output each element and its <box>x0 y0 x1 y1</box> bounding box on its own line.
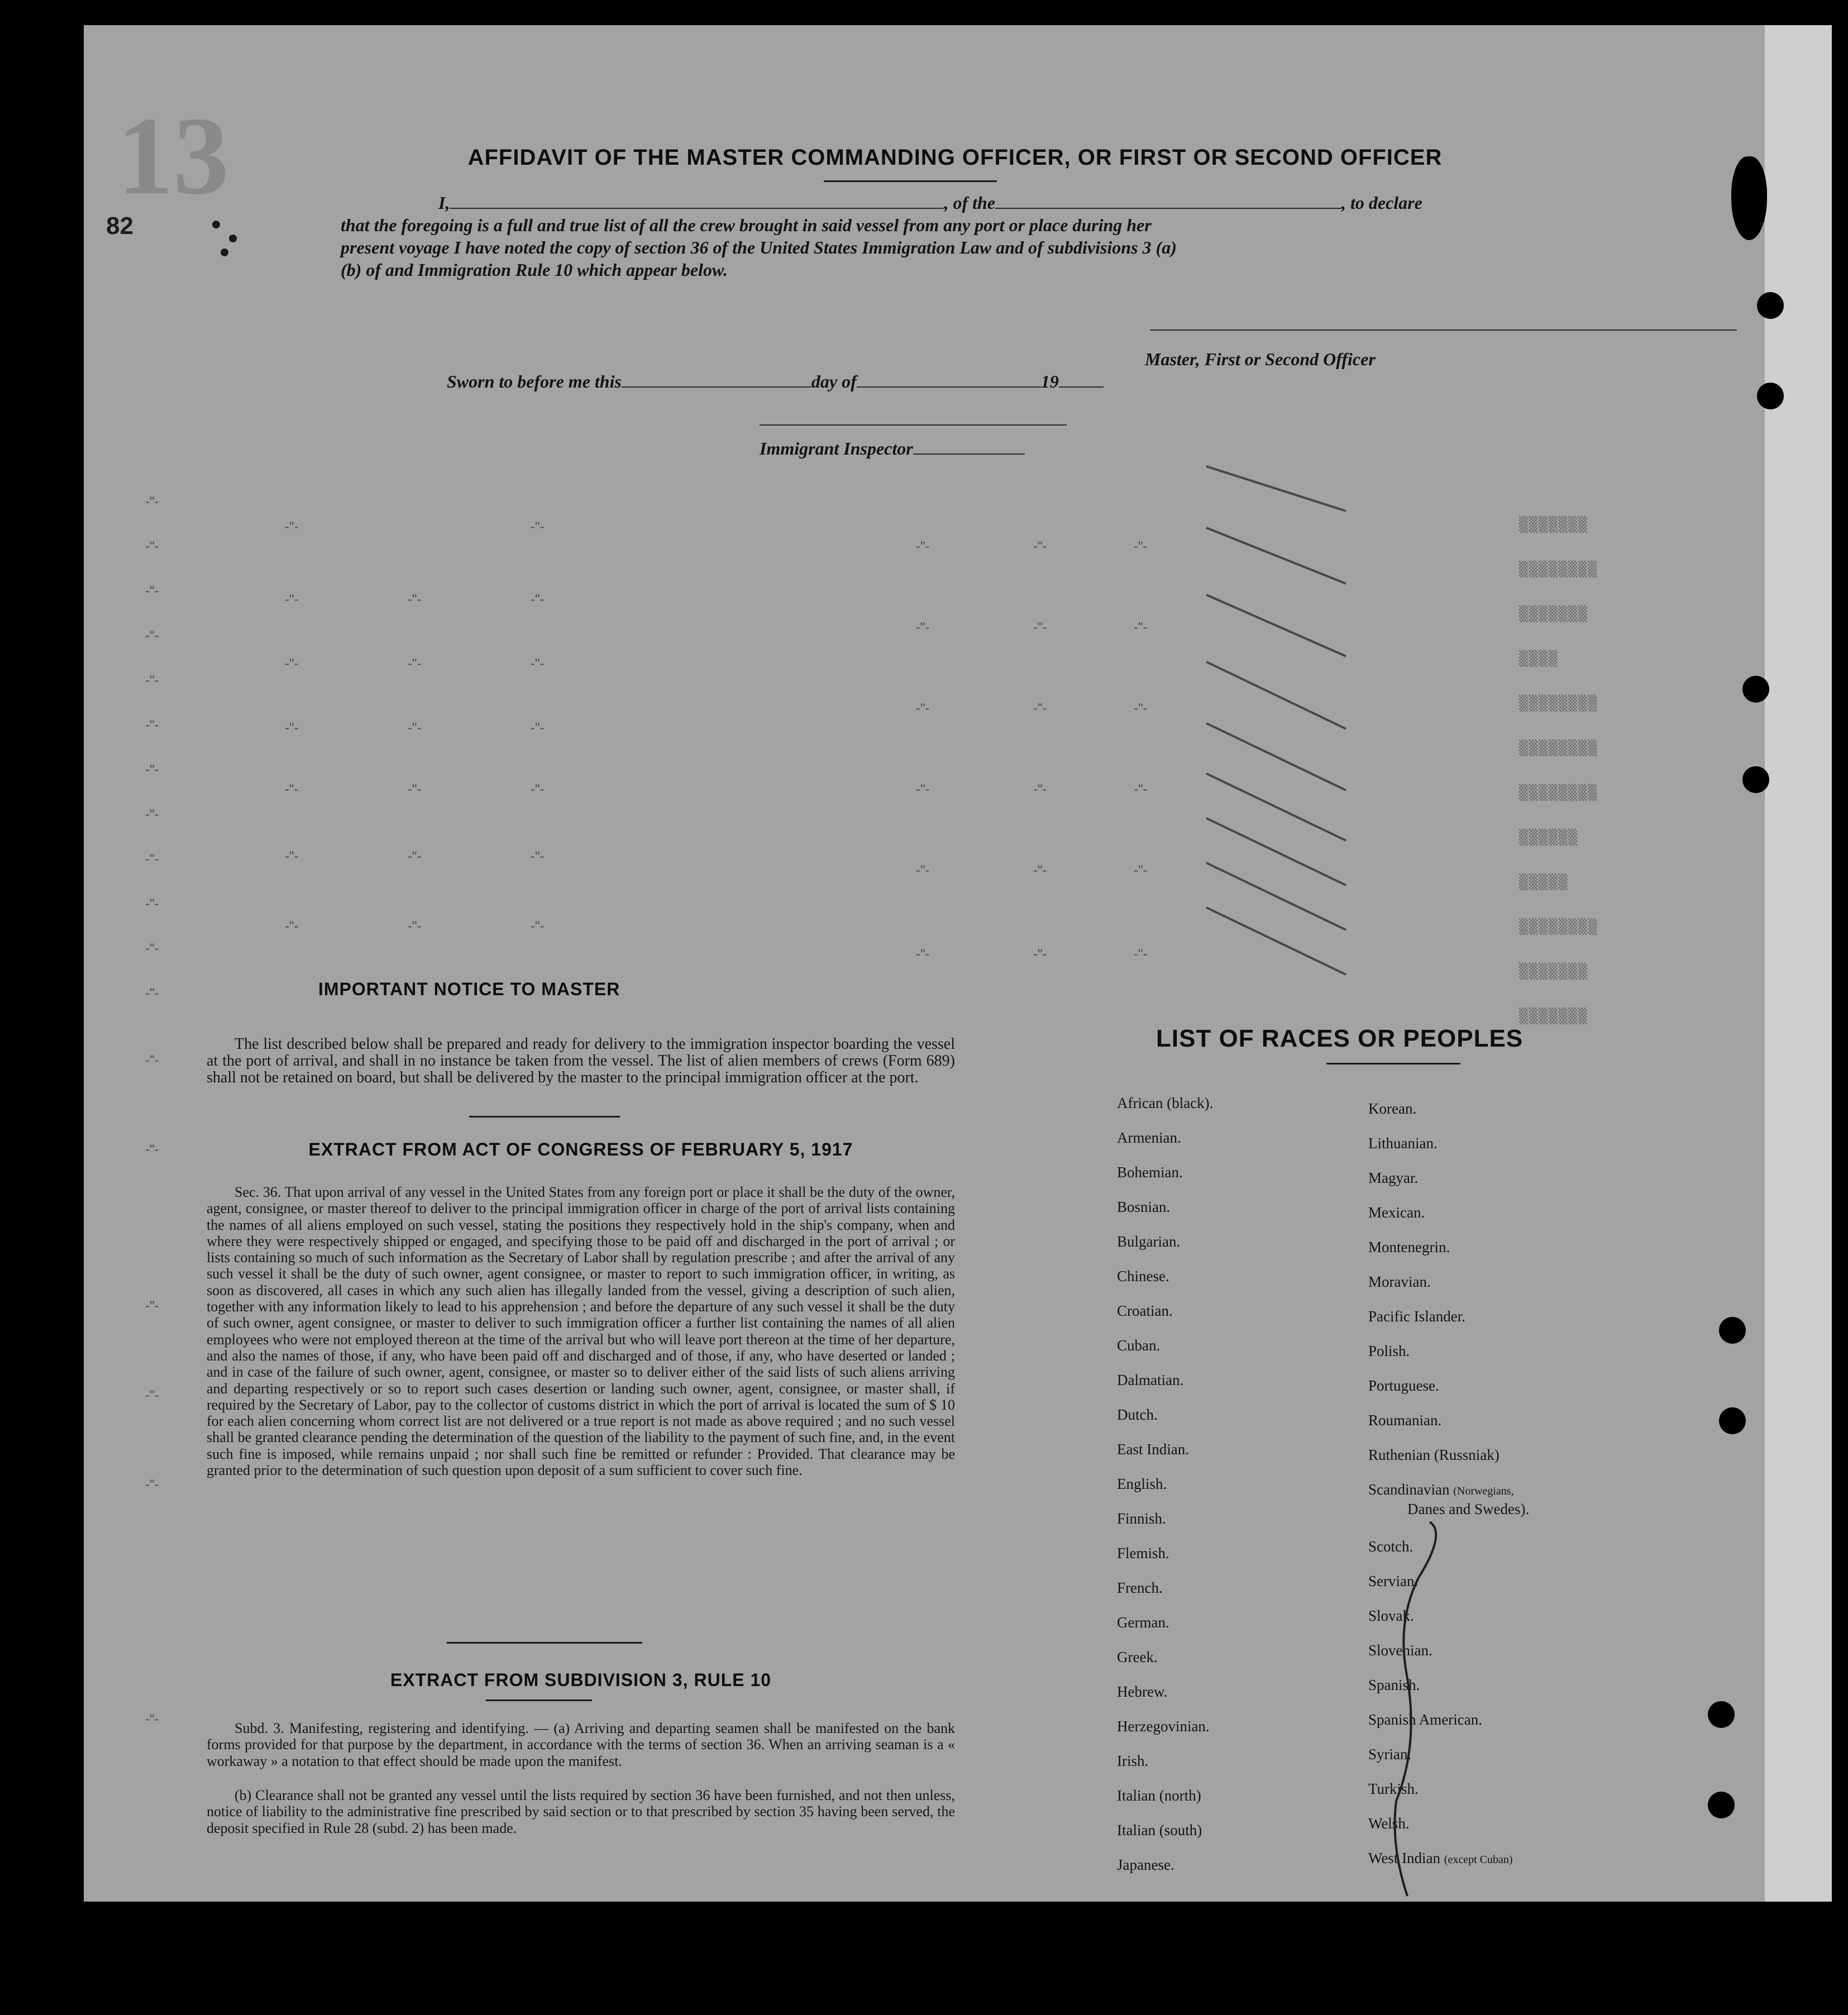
ditto-mark: -"- <box>408 782 422 797</box>
race-item: Bohemian. <box>1117 1164 1183 1181</box>
race-item: Dutch. <box>1117 1406 1158 1423</box>
ditto-mark: -"- <box>1033 701 1047 716</box>
affidavit-of-the: , of the <box>944 193 995 213</box>
ditto-mark: -"- <box>285 919 299 934</box>
race-item: Syrian. <box>1368 1746 1412 1763</box>
bleed-through-text: ▒▒▒▒▒▒▒ <box>1519 606 1588 623</box>
manifest-sheet <box>84 25 1765 1902</box>
race-item: Bulgarian. <box>1117 1233 1181 1250</box>
punch-hole <box>1719 1407 1746 1434</box>
affidavit-line-2: that the foregoing is a full and true list of all the crew brought in said vessel from any port or place during her <box>341 215 1152 235</box>
affidavit-line-1 <box>438 193 1422 213</box>
ditto-mark: -"- <box>285 720 299 736</box>
pen-stroke <box>1385 1511 1452 1902</box>
race-item: Mexican. <box>1368 1204 1425 1221</box>
race-item: Japanese. <box>1117 1856 1174 1873</box>
ditto-mark: -"- <box>145 807 159 822</box>
ditto-mark: -"- <box>531 919 545 934</box>
race-item: Bosnian. <box>1117 1199 1171 1215</box>
race-item: Chinese. <box>1117 1268 1169 1285</box>
extract-rule-title: EXTRACT FROM SUBDIVISION 3, RULE 10 <box>390 1670 772 1690</box>
name-blank <box>450 208 944 209</box>
affidavit-line-4: (b) of and Immigration Rule 10 which appear below. <box>341 260 728 280</box>
year-text: 19 <box>1040 371 1059 391</box>
bleed-through-text: ▒▒▒▒▒▒▒ <box>1519 963 1588 980</box>
ditto-mark: -"- <box>285 592 299 607</box>
ditto-mark: -"- <box>145 628 159 643</box>
ditto-mark: -"- <box>1033 539 1047 554</box>
punch-hole <box>1719 1317 1746 1344</box>
race-note: (Norwegians, <box>1453 1485 1514 1497</box>
ditto-mark: -"- <box>408 720 422 736</box>
ditto-mark: -"- <box>1134 782 1148 797</box>
divider <box>469 1116 620 1118</box>
affidavit-title: AFFIDAVIT OF THE MASTER COMMANDING OFFICER, OR FIRST OR SECOND OFFICER <box>467 145 1443 170</box>
affidavit-to-declare: , to declare <box>1341 193 1422 213</box>
divider <box>447 1642 642 1644</box>
month-blank <box>857 386 1041 388</box>
ditto-mark: -"- <box>916 947 930 962</box>
extract-rule-text-a: Subd. 3. Manifesting, registering and identifying. — (a) Arriving and departing seamen shall be manifested on the bank forms provided for that purpose by the department, in accordance with the terms of section 36. When an arriving seaman is a « workaway » a notation to that effect should be made upon the manifest. <box>207 1720 955 1769</box>
race-item: Slovenian. <box>1368 1642 1432 1659</box>
ditto-mark: -"- <box>408 656 422 671</box>
race-item: Hebrew. <box>1117 1683 1168 1700</box>
race-item-scandinavian <box>1368 1481 1514 1498</box>
race-item: Finnish. <box>1117 1510 1166 1527</box>
bleed-through-text: ▒▒▒▒▒▒▒ <box>1519 1008 1588 1025</box>
sworn-text: Sworn to before me this <box>447 371 622 391</box>
race-item: German. <box>1117 1614 1169 1631</box>
punch-hole <box>1742 676 1769 703</box>
ditto-mark: -"- <box>145 1477 159 1492</box>
races-title: LIST OF RACES OR PEOPLES <box>1156 1025 1524 1052</box>
race-item: Pacific Islander. <box>1368 1308 1465 1325</box>
ditto-mark: -"- <box>1134 539 1148 554</box>
bleed-through-text: ▒▒▒▒▒▒ <box>1519 829 1578 846</box>
race-item: Herzegovinian. <box>1117 1718 1210 1735</box>
ditto-mark: -"- <box>145 1388 159 1403</box>
races-title-underline <box>1326 1063 1460 1064</box>
race-item: Montenegrin. <box>1368 1239 1450 1255</box>
ditto-mark: -"- <box>916 539 930 554</box>
race-item: Slovak. <box>1368 1607 1414 1624</box>
ditto-mark: -"- <box>531 519 545 534</box>
ditto-mark: -"- <box>531 656 545 671</box>
race-note: (except Cuban) <box>1444 1854 1513 1866</box>
ditto-mark: -"- <box>145 1053 159 1068</box>
ditto-mark: -"- <box>1033 947 1047 962</box>
race-item: Armenian. <box>1117 1129 1181 1146</box>
bleed-through-text: ▒▒▒▒▒▒▒ <box>1519 517 1588 533</box>
race-item: African (black). <box>1117 1095 1214 1111</box>
race-item: Scotch. <box>1368 1538 1414 1555</box>
race-item: Magyar. <box>1368 1169 1419 1186</box>
race-item: Korean. <box>1368 1100 1417 1117</box>
race-item: French. <box>1117 1579 1163 1596</box>
ditto-mark: -"- <box>145 673 159 688</box>
punch-hole <box>1757 292 1784 319</box>
ditto-mark: -"- <box>1033 620 1047 635</box>
extract-act-title: EXTRACT FROM ACT OF CONGRESS OF FEBRUARY 5, 1917 <box>308 1139 853 1159</box>
inspector-label: Immigrant Inspector <box>760 438 913 459</box>
ditto-mark: -"- <box>145 986 159 1001</box>
affidavit-i: I, <box>438 193 450 213</box>
race-item: Servian. <box>1368 1573 1419 1589</box>
punch-hole <box>1757 383 1784 409</box>
punch-hole <box>1708 1701 1735 1728</box>
punch-hole <box>1742 766 1769 793</box>
ditto-mark: -"- <box>145 896 159 911</box>
ditto-mark: -"- <box>145 1298 159 1314</box>
race-item: Ruthenian (Russniak) <box>1368 1446 1500 1463</box>
ditto-mark: -"- <box>285 782 299 797</box>
bleed-through-text: ▒▒▒▒▒▒▒▒ <box>1519 740 1598 757</box>
ditto-mark: -"- <box>916 620 930 635</box>
title-underline <box>824 180 997 182</box>
bleed-through-text: ▒▒▒▒▒▒▒▒ <box>1519 919 1598 935</box>
ink-dot <box>229 235 237 242</box>
inspector-line <box>760 438 1025 459</box>
ditto-mark: -"- <box>408 919 422 934</box>
pencil-strokes <box>1201 461 1435 1019</box>
ditto-mark: -"- <box>145 852 159 867</box>
divider <box>486 1699 592 1701</box>
race-item: Italian (north) <box>1117 1787 1201 1804</box>
vessel-blank <box>995 208 1341 209</box>
ditto-mark: -"- <box>145 941 159 956</box>
ditto-mark: -"- <box>531 849 545 864</box>
ditto-mark: -"- <box>1033 863 1047 878</box>
race-item: English. <box>1117 1476 1167 1492</box>
inspector-signature-line <box>760 424 1067 426</box>
sworn-day-blank <box>622 386 811 388</box>
race-item: Irish. <box>1117 1753 1149 1769</box>
race-item: Croatian. <box>1117 1302 1173 1319</box>
ditto-mark: -"- <box>145 1142 159 1157</box>
ditto-mark: -"- <box>531 782 545 797</box>
punch-hole <box>1731 156 1767 240</box>
race-item: Welsh. <box>1368 1815 1410 1832</box>
ditto-mark: -"- <box>531 592 545 607</box>
master-officer-label: Master, First or Second Officer <box>1145 349 1376 369</box>
notice-text: The list described below shall be prepared and ready for delivery to the immigration inspector boarding the vessel at the port of arrival, and shall in no instance be taken from the vessel. The list of alien members of crews (Form 689) shall not be retained on board, but shall be delivered by the master to the principal immigration officer at the port. <box>207 1035 955 1086</box>
day-of-text: day of <box>811 371 857 391</box>
bleed-through-text: ▒▒▒▒ <box>1519 651 1559 667</box>
race-item: Flemish. <box>1117 1545 1169 1562</box>
signature-line <box>1150 330 1737 331</box>
race-item: Scandinavian <box>1368 1481 1450 1498</box>
race-note-line: Danes and Swedes). <box>1407 1501 1530 1517</box>
ditto-mark: -"- <box>145 1712 159 1727</box>
ditto-mark: -"- <box>916 782 930 797</box>
race-item: Dalmatian. <box>1117 1372 1184 1388</box>
bleed-through-text: ▒▒▒▒▒▒▒▒ <box>1519 695 1598 712</box>
race-item: East Indian. <box>1117 1441 1189 1458</box>
race-item: Portuguese. <box>1368 1377 1439 1394</box>
bleed-through-number: 13 <box>117 94 229 218</box>
race-item: Lithuanian. <box>1368 1135 1438 1152</box>
ditto-mark: -"- <box>145 718 159 733</box>
ditto-mark: -"- <box>145 539 159 554</box>
race-item: Spanish American. <box>1368 1711 1482 1728</box>
ditto-mark: -"- <box>531 720 545 736</box>
race-item: Italian (south) <box>1117 1822 1202 1839</box>
race-item: Roumanian. <box>1368 1412 1442 1429</box>
race-item: Cuban. <box>1117 1337 1161 1354</box>
race-item: West Indian <box>1368 1850 1441 1866</box>
ditto-mark: -"- <box>285 656 299 671</box>
sworn-line <box>447 371 1104 392</box>
ditto-mark: -"- <box>916 863 930 878</box>
year-blank <box>1059 386 1104 388</box>
ditto-mark: -"- <box>1134 863 1148 878</box>
left-margin-marker: 82 <box>106 212 133 240</box>
ditto-mark: -"- <box>285 519 299 534</box>
extract-act-text: Sec. 36. That upon arrival of any vessel in the United States from any foreign port or place it shall be the duty of the owner, agent, consignee, or master thereof to deliver to the principal immigration officer in charge of the port of arrival lists containing the names of all aliens employed on such vessel, stating the positions they respectively hold in the ship's company, when and where they were respectively shipped or engaged, and specifying those to be paid off and discharged in the port of arrival ; or lists containing so much of such information as the Secretary of Labor shall by regulation prescribe ; and after the arrival of any such vessel it shall be the duty of such owner, agent consignee, or master to report to such immigration officer, in writing, as soon as discovered, all cases in which any such alien has illegally landed from the vessel, giving a description of such alien, together with any information likely to lead to his apprehension ; and before the departure of any such vessel it shall be the duty of such owner, agent consignee, or master to deliver to such immigration officer a further list containing the names of all alien employees who were not employed thereon at the time of the arrival but who will leave port thereon at the time of her departure, and also the names of those, if any, who have been paid off and discharged and of those, if any, who have deserted or landed ; and in case of the failure of such owner, agent, consignee, or master so to deliver either of the said lists of such aliens arriving and departing respectively or so to report such cases desertion or landing such owner, agent, consignee, or master shall, if required by the Secretary of Labor, pay to the collector of customs district in which the port of arrival is located the sum of $ 10 for each alien concerning whom correct list are not delivered or a true report is not made as above required ; and no such vessel shall be granted clearance pending the determination of the question of the liability to the payment of such fine, and, in the event such fine is imposed, while remains unpaid ; nor shall such fine be remitted or refunder : Provided. That clearance may be granted prior to the determination of such question upon deposit of a sum sufficient to cover such fine. <box>207 1184 955 1479</box>
ditto-mark: -"- <box>1134 620 1148 635</box>
ditto-mark: -"- <box>1134 701 1148 716</box>
ditto-mark: -"- <box>145 584 159 599</box>
ditto-mark: -"- <box>916 701 930 716</box>
affidavit-line-3: present voyage I have noted the copy of section 36 of the United States Immigration Law and of subdivisions 3 (a) <box>341 237 1177 257</box>
race-item: Greek. <box>1117 1649 1158 1665</box>
ink-dot <box>221 249 228 256</box>
ditto-mark: -"- <box>285 849 299 864</box>
ditto-mark: -"- <box>1134 947 1148 962</box>
race-item: Turkish. <box>1368 1780 1419 1797</box>
ditto-mark: -"- <box>1033 782 1047 797</box>
notice-title: IMPORTANT NOTICE TO MASTER <box>318 979 620 999</box>
bleed-through-text: ▒▒▒▒▒▒▒▒ <box>1519 561 1598 578</box>
ditto-mark: -"- <box>408 592 422 607</box>
race-item: Spanish. <box>1368 1677 1420 1693</box>
ink-dot <box>212 221 220 228</box>
bleed-through-text: ▒▒▒▒▒ <box>1519 874 1569 891</box>
bleed-through-text: ▒▒▒▒▒▒▒▒ <box>1519 785 1598 801</box>
race-item: Moravian. <box>1368 1273 1431 1290</box>
ditto-mark: -"- <box>408 849 422 864</box>
inspector-blank <box>913 453 1025 455</box>
punch-hole <box>1708 1792 1735 1818</box>
ditto-mark: -"- <box>145 762 159 777</box>
ditto-mark: -"- <box>145 494 159 509</box>
race-item: Polish. <box>1368 1343 1410 1359</box>
extract-rule-text-b: (b) Clearance shall not be granted any vessel until the lists required by section 36 have been furnished, and not then unless, notice of liability to the administrative fine prescribed by said section or to that prescribed by section 35 having been served, the deposit specified in Rule 28 (subd. 2) has been made. <box>207 1787 955 1836</box>
